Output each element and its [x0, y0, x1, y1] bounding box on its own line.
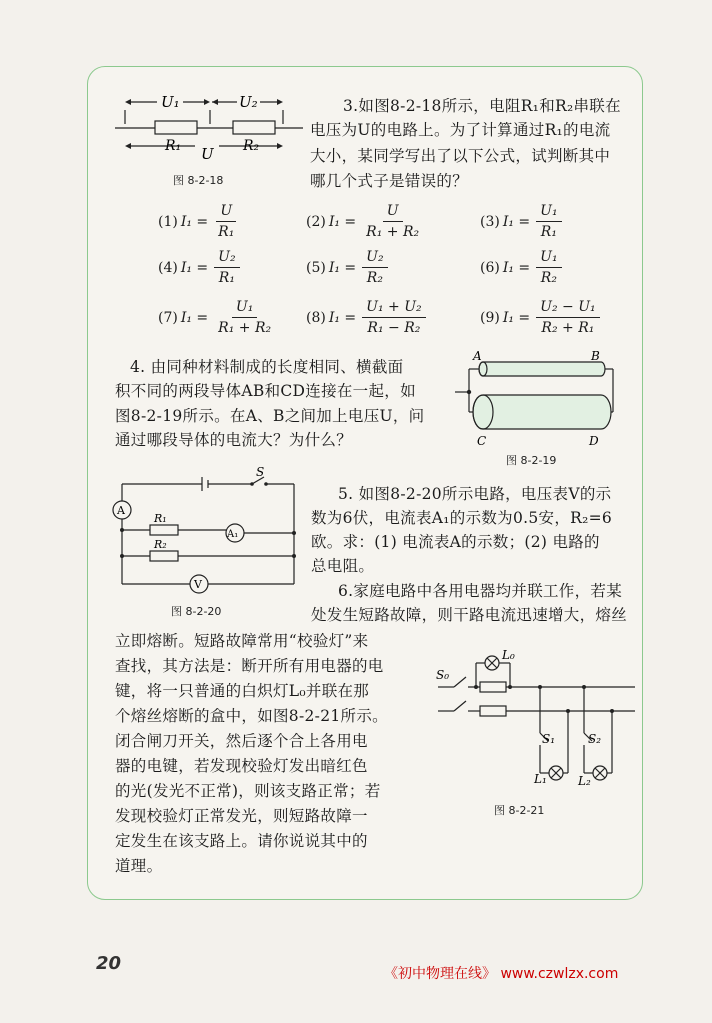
- label-s1: S₁: [542, 732, 556, 746]
- formula-lhs: I₁ =: [328, 309, 357, 326]
- problem6-line-12: 道理。: [115, 857, 163, 875]
- formula-4: [158, 249, 240, 286]
- formula-6: [480, 249, 562, 286]
- label-s2: S₂: [588, 732, 602, 746]
- problem3-line-2: 电压为U的电路上。为了计算通过R₁的电流: [310, 121, 611, 139]
- label-l2: L₂: [578, 774, 591, 788]
- label-ammeter-a: A: [117, 504, 125, 517]
- formula-7: [158, 299, 275, 336]
- label-s0: S₀: [436, 668, 450, 682]
- formula-lhs: I₁ =: [180, 213, 209, 230]
- formula-denominator: R₁ + R₂: [218, 320, 272, 336]
- formula-numerator: U₁: [536, 203, 561, 222]
- formula-9: [480, 299, 600, 336]
- problem6-line-8: 器的电键，若发现校验灯发出暗红色: [115, 757, 368, 775]
- formula-lhs: I₁ =: [180, 309, 209, 326]
- problem3-line-3: 大小，某同学写出了以下公式，试判断其中: [310, 147, 611, 165]
- problem3-line-4: 哪几个式子是错误的？: [310, 172, 469, 190]
- formula-denominator: R₁: [218, 270, 235, 286]
- problem6-line-4: 查找，其方法是：断开所有用电器的电: [115, 657, 384, 675]
- figure-8-2-20: [106, 464, 296, 604]
- formula-index: (8): [306, 309, 326, 326]
- footer-watermark: 《初中物理在线》 www.czwlzx.com: [384, 966, 619, 982]
- problem5-line-1: 5. 如图8-2-20所示电路，电压表V的示: [338, 485, 612, 503]
- formula-denominator: R₂: [366, 270, 383, 286]
- formula-3: [480, 203, 562, 240]
- formula-lhs: I₁ =: [502, 213, 531, 230]
- formula-lhs: I₁ =: [502, 309, 531, 326]
- formula-index: (4): [158, 259, 178, 276]
- problem6-line-7: 闭合闸刀开关，然后逐个合上各用电: [115, 732, 368, 750]
- label-u2: U₂: [239, 93, 258, 111]
- problem4-line-3: 图8-2-19所示。在A、B之间加上电压U，问: [115, 407, 425, 425]
- label-r2: R₂: [154, 538, 167, 551]
- figure-8-2-18: [115, 88, 305, 164]
- formula-index: (1): [158, 213, 178, 230]
- formula-denominator: R₁ + R₂: [366, 224, 420, 240]
- formula-denominator: R₁: [218, 224, 235, 240]
- formula-2: [306, 203, 423, 240]
- page-number: 20: [96, 953, 122, 974]
- label-r2: R₂: [243, 138, 260, 154]
- problem6-line-9: 的光(发光不正常)，则该支路正常；若: [115, 782, 381, 800]
- problem4-line-4: 通过哪段导体的电流大？为什么？: [115, 431, 353, 449]
- label-ammeter-a1: A₁: [227, 529, 239, 540]
- formula-numerator: U₁ + U₂: [362, 299, 425, 318]
- formula-lhs: I₁ =: [328, 213, 357, 230]
- formula-numerator: U₁: [232, 299, 257, 318]
- label-u1: U₁: [161, 93, 180, 111]
- formula-numerator: U₂: [214, 249, 239, 268]
- problem4-line-2: 积不同的两段导体AB和CD连接在一起，如: [115, 382, 416, 400]
- formula-numerator: U₂: [362, 249, 387, 268]
- problem6-line-10: 发现校验灯正常发光，则短路故障一: [115, 807, 368, 825]
- label-l1: L₁: [534, 772, 547, 786]
- problem6-line-1: 6.家庭电路中各用电器均并联工作，若某: [338, 582, 622, 600]
- label-a: A: [473, 350, 482, 363]
- problem5-line-3: 欧。求：(1) 电流表A的示数；(2) 电路的: [311, 533, 600, 551]
- formula-lhs: I₁ =: [502, 259, 531, 276]
- problem6-line-6: 个熔丝熔断的盒中，如图8-2-21所示。: [115, 707, 388, 725]
- label-voltmeter-v: V: [194, 578, 202, 591]
- problem5-line-2: 数为6伏，电流表A₁的示数为0.5安，R₂=6: [311, 509, 613, 527]
- problem6-line-2: 处发生短路故障，则干路电流迅速增大，熔丝: [311, 606, 628, 624]
- formula-numerator: U: [383, 203, 403, 222]
- label-l0: L₀: [502, 648, 515, 662]
- formula-numerator: U₂ − U₁: [536, 299, 599, 318]
- figure-caption-8-2-18: 图 8-2-18: [173, 174, 224, 187]
- problem6-line-5: 键，将一只普通的白炽灯L₀并联在那: [115, 682, 370, 700]
- figure-caption-8-2-21: 图 8-2-21: [494, 804, 545, 817]
- formula-numerator: U₁: [536, 249, 561, 268]
- figure-caption-8-2-19: 图 8-2-19: [506, 454, 557, 467]
- figure-8-2-21: [430, 645, 640, 795]
- label-c: C: [477, 434, 487, 448]
- formula-index: (7): [158, 309, 178, 326]
- label-u: U: [201, 145, 214, 163]
- formula-index: (6): [480, 259, 500, 276]
- formula-lhs: I₁ =: [328, 259, 357, 276]
- formula-8: [306, 299, 426, 336]
- formula-numerator: U: [216, 203, 236, 222]
- formula-index: (2): [306, 213, 326, 230]
- problem6-line-3: 立即熔断。短路故障常用“校验灯”来: [115, 632, 369, 650]
- figure-8-2-19: [455, 350, 615, 450]
- problem5-line-4: 总电阻。: [311, 557, 375, 575]
- problem4-line-1: 4. 由同种材料制成的长度相同、横截面: [130, 358, 404, 376]
- formula-denominator: R₂: [540, 270, 557, 286]
- formula-denominator: R₁: [540, 224, 557, 240]
- formula-5: [306, 249, 388, 286]
- formula-1: [158, 203, 238, 240]
- formula-index: (3): [480, 213, 500, 230]
- figure-caption-8-2-20: 图 8-2-20: [171, 605, 222, 618]
- label-b: B: [591, 350, 600, 363]
- formula-index: (5): [306, 259, 326, 276]
- formula-denominator: R₂ + R₁: [541, 320, 595, 336]
- formula-denominator: R₁ − R₂: [367, 320, 421, 336]
- formula-lhs: I₁ =: [180, 259, 209, 276]
- label-d: D: [589, 434, 599, 448]
- label-r1: R₁: [154, 512, 167, 525]
- formula-index: (9): [480, 309, 500, 326]
- problem6-line-11: 定发生在该支路上。请你说说其中的: [115, 832, 368, 850]
- label-s: S: [256, 465, 265, 479]
- problem3-line-1: 3.如图8-2-18所示，电阻R₁和R₂串联在: [343, 97, 621, 115]
- label-r1: R₁: [165, 138, 182, 154]
